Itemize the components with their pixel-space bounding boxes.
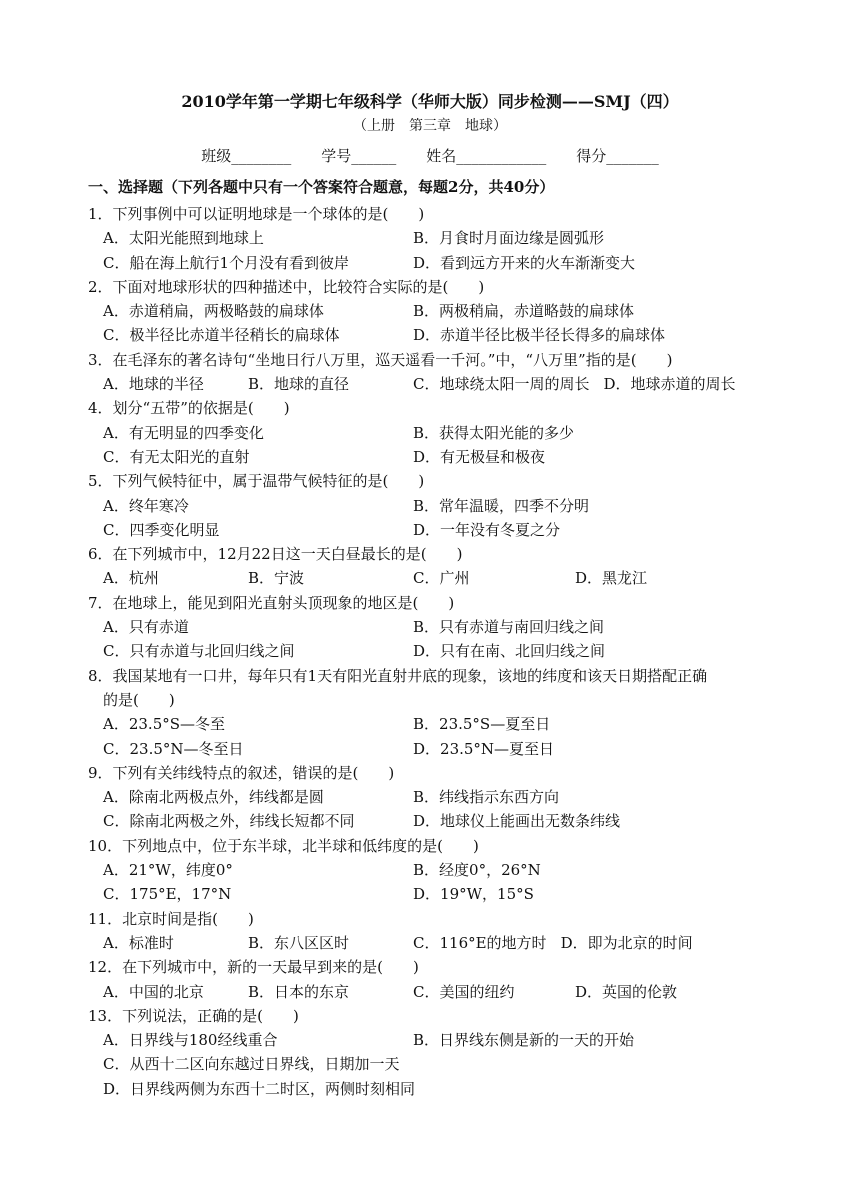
option-d: D．赤道半径比极半径长得多的扁球体 (413, 326, 666, 345)
option-b: B．月食时月面边缘是圆弧形 (413, 229, 605, 248)
option-b: B．纬线指示东西方向 (413, 788, 560, 807)
option-c: C．船在海上航行1个月没有看到彼岸 (103, 253, 350, 272)
option-b: B．获得太阳光能的多少 (413, 423, 575, 442)
option-d: D．黑龙江 (575, 569, 648, 588)
question-12 (88, 955, 778, 1004)
question-list (88, 202, 778, 1101)
option-b: B．东八区区时 (248, 933, 350, 952)
option-row (88, 251, 778, 275)
option-c: C．只有赤道与北回归线之间 (103, 642, 295, 661)
option-row (88, 785, 778, 809)
option-d: D．有无极昼和极夜 (413, 447, 546, 466)
option-c: C．175°E，17°N (103, 885, 232, 904)
question-stem: 3．在毛泽东的著名诗句“坐地日行八万里，巡天遥看一千河。”中，“八万里”指的是( ) (88, 350, 673, 369)
question-stem: 2．下面对地球形状的四种描述中，比较符合实际的是( ) (88, 277, 485, 296)
option-a: A．有无明显的四季变化 (103, 423, 264, 442)
option-c: C．广州 (413, 569, 470, 588)
option-a: A．杭州 (103, 569, 159, 588)
option-a: A．标准时 (103, 933, 174, 952)
option-row (88, 712, 778, 736)
question-1 (88, 202, 778, 275)
option-row (88, 1052, 778, 1076)
option-c: C．除南北两极之外，纬线长短都不同 (103, 812, 355, 831)
page-subtitle: （上册 第三章 地球） (353, 118, 507, 134)
option-c: C．地球绕太阳一周的周长 (413, 375, 590, 394)
question-stem: 5．下列气候特征中，属于温带气候特征的是( ) (88, 472, 425, 491)
question-stem: 9．下列有关纬线特点的叙述，错误的是( ) (88, 763, 395, 782)
question-3 (88, 348, 778, 397)
option-a: A．21°W，纬度0° (103, 861, 233, 880)
question-stem: 1．下列事例中可以证明地球是一个球体的是( ) (88, 205, 425, 223)
option-c: C．从西十二区向东越过日界线，日期加一天 (103, 1055, 400, 1074)
option-row (88, 980, 778, 1004)
question-stem-continued: 的是( ) (103, 690, 175, 709)
option-d: D．23.5°N—夏至日 (413, 739, 555, 758)
option-row (88, 931, 778, 955)
option-c: C．四季变化明显 (103, 520, 220, 539)
option-a: A．日界线与180经线重合 (103, 1031, 278, 1050)
option-a: A．终年寒冷 (103, 496, 189, 515)
option-row (88, 566, 778, 590)
section-heading: 一、选择题（下列各题中只有一个答案符合题意，每题2分，共40分） (88, 178, 555, 196)
option-row (88, 1028, 778, 1052)
option-row (88, 639, 778, 663)
option-row (88, 518, 778, 542)
question-stem: 11．北京时间是指( ) (88, 909, 254, 928)
question-stem: 6．在下列城市中，12月22日这一天白昼最长的是( ) (88, 545, 463, 564)
option-row (88, 882, 778, 906)
option-c: C．美国的纽约 (413, 982, 515, 1001)
option-d: D．即为北京的时间 (560, 933, 693, 952)
question-13 (88, 1004, 778, 1101)
option-d: D．地球仪上能画出无数条纬线 (413, 812, 621, 831)
option-d: D．看到远方开来的火车渐渐变大 (413, 253, 636, 272)
option-b: B．只有赤道与南回归线之间 (413, 618, 605, 637)
option-row (88, 615, 778, 639)
option-row (88, 421, 778, 445)
question-4 (88, 396, 778, 469)
option-d: D．只有在南、北回归线之间 (413, 642, 606, 661)
option-b: B．宁波 (248, 569, 305, 588)
question-10 (88, 834, 778, 907)
question-stem: 7．在地球上，能见到阳光直射头顶现象的地区是( ) (88, 593, 455, 612)
option-b: B．经度0°，26°N (413, 861, 541, 880)
option-row (88, 445, 778, 469)
option-a: A．中国的北京 (103, 982, 204, 1001)
option-row (88, 372, 778, 396)
question-9 (88, 761, 778, 834)
question-11 (88, 907, 778, 956)
option-d: D．地球赤道的周长 (603, 375, 736, 394)
question-stem: 13．下列说法，正确的是( ) (88, 1006, 299, 1025)
option-a: A．23.5°S—冬至 (103, 715, 226, 734)
option-b: B．日本的东京 (248, 982, 350, 1001)
question-7 (88, 591, 778, 664)
question-stem: 4．划分“五带”的依据是( ) (88, 399, 290, 418)
option-b: B．两极稍扁，赤道略鼓的扁球体 (413, 302, 635, 321)
option-b: B．日界线东侧是新的一天的开始 (413, 1031, 635, 1050)
option-b: B．地球的直径 (248, 375, 350, 394)
option-c: C．116°E的地方时 (413, 933, 547, 952)
question-stem: 10．下列地点中，位于东半球，北半球和低纬度的是( ) (88, 836, 479, 855)
option-a: A．除南北两极点外，纬线都是圆 (103, 788, 324, 807)
option-row (88, 226, 778, 250)
question-2 (88, 275, 778, 348)
option-c: C．23.5°N—冬至日 (103, 739, 244, 758)
option-c: C．有无太阳光的直射 (103, 447, 250, 466)
option-row (88, 494, 778, 518)
option-d: D．19°W，15°S (413, 885, 534, 904)
option-row (88, 809, 778, 833)
option-row (88, 323, 778, 347)
question-stem: 8．我国某地有一口井，每年只有1天有阳光直射井底的现象，该地的纬度和该天日期搭配正确 (88, 666, 708, 685)
option-b: B．23.5°S—夏至日 (413, 715, 551, 734)
question-5 (88, 469, 778, 542)
page-title: 2010学年第一学期七年级科学（华师大版）同步检测——SMJ（四） (181, 92, 679, 111)
option-a: A．只有赤道 (103, 618, 189, 637)
student-info-line: 班级________ 学号______ 姓名____________ 得分_______ (201, 147, 659, 165)
option-a: A．地球的半径 (103, 375, 204, 394)
option-a: A．太阳光能照到地球上 (103, 229, 264, 248)
option-c: C．极半径比赤道半径稍长的扁球体 (103, 326, 340, 345)
option-d: D．日界线两侧为东西十二时区，两侧时刻相同 (103, 1079, 416, 1098)
question-8 (88, 664, 778, 761)
question-stem: 12．在下列城市中，新的一天最早到来的是( ) (88, 958, 419, 977)
option-row (88, 858, 778, 882)
option-d: D．一年没有冬夏之分 (413, 520, 561, 539)
option-a: A．赤道稍扁，两极略鼓的扁球体 (103, 302, 324, 321)
option-row (88, 299, 778, 323)
option-d: D．英国的伦敦 (575, 982, 678, 1001)
option-b: B．常年温暖，四季不分明 (413, 496, 590, 515)
option-row (88, 737, 778, 761)
option-row (88, 1077, 778, 1101)
question-6 (88, 542, 778, 591)
